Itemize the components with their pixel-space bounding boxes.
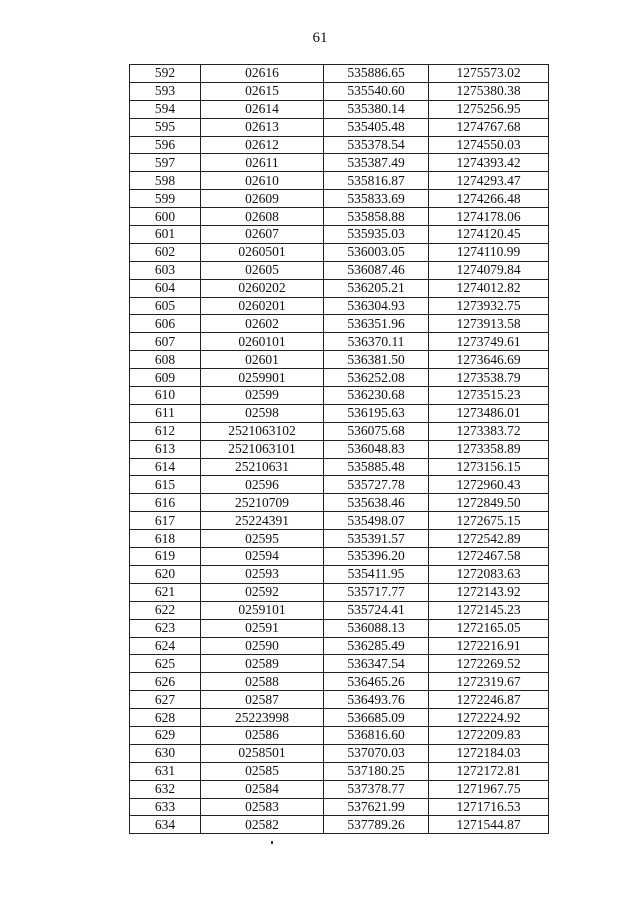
x-coordinate-cell: 536493.76 — [324, 691, 429, 709]
x-coordinate-cell: 536351.96 — [324, 315, 429, 333]
y-coordinate-cell: 1272246.87 — [429, 691, 549, 709]
point-number-cell: 597 — [130, 154, 201, 172]
y-coordinate-cell: 1272467.58 — [429, 548, 549, 566]
point-number-cell: 602 — [130, 243, 201, 261]
point-number-cell: 626 — [130, 673, 201, 691]
y-coordinate-cell: 1274079.84 — [429, 261, 549, 279]
x-coordinate-cell: 536381.50 — [324, 351, 429, 369]
point-number-cell: 624 — [130, 637, 201, 655]
x-coordinate-cell: 536465.26 — [324, 673, 429, 691]
y-coordinate-cell: 1274178.06 — [429, 208, 549, 226]
y-coordinate-cell: 1274012.82 — [429, 279, 549, 297]
point-code-cell: 2521063102 — [201, 422, 324, 440]
table-row — [130, 458, 549, 476]
table-row — [130, 100, 549, 118]
table-row — [130, 82, 549, 100]
point-number-cell: 627 — [130, 691, 201, 709]
table-row — [130, 261, 549, 279]
table-row — [130, 190, 549, 208]
x-coordinate-cell: 535391.57 — [324, 530, 429, 548]
y-coordinate-cell: 1273538.79 — [429, 369, 549, 387]
x-coordinate-cell: 537621.99 — [324, 798, 429, 816]
x-coordinate-cell: 535858.88 — [324, 208, 429, 226]
x-coordinate-cell: 535724.41 — [324, 601, 429, 619]
y-coordinate-cell: 1272143.92 — [429, 583, 549, 601]
page-number: 61 — [312, 30, 328, 46]
point-code-cell: 02613 — [201, 118, 324, 136]
table-row — [130, 404, 549, 422]
point-code-cell: 02614 — [201, 100, 324, 118]
point-number-cell: 594 — [130, 100, 201, 118]
point-code-cell: 0260201 — [201, 297, 324, 315]
point-code-cell: 02602 — [201, 315, 324, 333]
point-number-cell: 632 — [130, 780, 201, 798]
y-coordinate-cell: 1274550.03 — [429, 136, 549, 154]
x-coordinate-cell: 536205.21 — [324, 279, 429, 297]
point-code-cell: 02588 — [201, 673, 324, 691]
point-number-cell: 628 — [130, 709, 201, 727]
x-coordinate-cell: 536285.49 — [324, 637, 429, 655]
point-code-cell: 02594 — [201, 548, 324, 566]
table-row — [130, 548, 549, 566]
point-number-cell: 607 — [130, 333, 201, 351]
y-coordinate-cell: 1272165.05 — [429, 619, 549, 637]
point-code-cell: 0260101 — [201, 333, 324, 351]
point-code-cell: 02596 — [201, 476, 324, 494]
y-coordinate-cell: 1274120.45 — [429, 226, 549, 244]
x-coordinate-cell: 535411.95 — [324, 565, 429, 583]
point-number-cell: 614 — [130, 458, 201, 476]
point-code-cell: 02593 — [201, 565, 324, 583]
point-number-cell: 600 — [130, 208, 201, 226]
point-code-cell: 02590 — [201, 637, 324, 655]
y-coordinate-cell: 1271967.75 — [429, 780, 549, 798]
x-coordinate-cell: 536195.63 — [324, 404, 429, 422]
table-row — [130, 387, 549, 405]
table-row — [130, 798, 549, 816]
y-coordinate-cell: 1274393.42 — [429, 154, 549, 172]
y-coordinate-cell: 1273358.89 — [429, 440, 549, 458]
point-number-cell: 630 — [130, 744, 201, 762]
point-code-cell: 02611 — [201, 154, 324, 172]
y-coordinate-cell: 1273383.72 — [429, 422, 549, 440]
y-coordinate-cell: 1272184.03 — [429, 744, 549, 762]
x-coordinate-cell: 535498.07 — [324, 512, 429, 530]
table-row — [130, 65, 549, 83]
x-coordinate-cell: 536347.54 — [324, 655, 429, 673]
y-coordinate-cell: 1275380.38 — [429, 82, 549, 100]
y-coordinate-cell: 1272216.91 — [429, 637, 549, 655]
y-coordinate-cell: 1272083.63 — [429, 565, 549, 583]
y-coordinate-cell: 1274767.68 — [429, 118, 549, 136]
y-coordinate-cell: 1272209.83 — [429, 726, 549, 744]
x-coordinate-cell: 536003.05 — [324, 243, 429, 261]
table-row — [130, 726, 549, 744]
table-row — [130, 351, 549, 369]
point-number-cell: 629 — [130, 726, 201, 744]
point-number-cell: 615 — [130, 476, 201, 494]
point-code-cell: 0260501 — [201, 243, 324, 261]
table-row — [130, 369, 549, 387]
x-coordinate-cell: 536087.46 — [324, 261, 429, 279]
table-row — [130, 709, 549, 727]
point-code-cell: 02585 — [201, 762, 324, 780]
point-number-cell: 592 — [130, 65, 201, 83]
y-coordinate-cell: 1272319.67 — [429, 673, 549, 691]
point-number-cell: 593 — [130, 82, 201, 100]
point-code-cell: 02592 — [201, 583, 324, 601]
point-code-cell: 0259901 — [201, 369, 324, 387]
point-number-cell: 634 — [130, 816, 201, 834]
point-code-cell: 02589 — [201, 655, 324, 673]
point-number-cell: 598 — [130, 172, 201, 190]
table-row — [130, 118, 549, 136]
y-coordinate-cell: 1274266.48 — [429, 190, 549, 208]
point-code-cell: 02605 — [201, 261, 324, 279]
y-coordinate-cell: 1272172.81 — [429, 762, 549, 780]
point-code-cell: 25224391 — [201, 512, 324, 530]
point-code-cell: 02595 — [201, 530, 324, 548]
x-coordinate-cell: 535387.49 — [324, 154, 429, 172]
point-number-cell: 620 — [130, 565, 201, 583]
y-coordinate-cell: 1272849.50 — [429, 494, 549, 512]
point-code-cell: 02608 — [201, 208, 324, 226]
x-coordinate-cell: 535540.60 — [324, 82, 429, 100]
point-number-cell: 613 — [130, 440, 201, 458]
y-coordinate-cell: 1273913.58 — [429, 315, 549, 333]
x-coordinate-cell: 536816.60 — [324, 726, 429, 744]
point-code-cell: 02601 — [201, 351, 324, 369]
x-coordinate-cell: 535378.54 — [324, 136, 429, 154]
point-code-cell: 2521063101 — [201, 440, 324, 458]
x-coordinate-cell: 535816.87 — [324, 172, 429, 190]
table-row — [130, 673, 549, 691]
table-row — [130, 333, 549, 351]
y-coordinate-cell: 1272542.89 — [429, 530, 549, 548]
table-row — [130, 744, 549, 762]
y-coordinate-cell: 1273932.75 — [429, 297, 549, 315]
table-row — [130, 691, 549, 709]
table-row — [130, 494, 549, 512]
point-code-cell: 0260202 — [201, 279, 324, 297]
point-number-cell: 623 — [130, 619, 201, 637]
table-row — [130, 154, 549, 172]
point-number-cell: 619 — [130, 548, 201, 566]
y-coordinate-cell: 1273486.01 — [429, 404, 549, 422]
point-number-cell: 625 — [130, 655, 201, 673]
y-coordinate-cell: 1271716.53 — [429, 798, 549, 816]
x-coordinate-cell: 536252.08 — [324, 369, 429, 387]
point-number-cell: 616 — [130, 494, 201, 512]
y-coordinate-cell: 1272675.15 — [429, 512, 549, 530]
point-code-cell: 25223998 — [201, 709, 324, 727]
coordinates-table-body — [130, 65, 549, 834]
point-number-cell: 605 — [130, 297, 201, 315]
x-coordinate-cell: 536230.68 — [324, 387, 429, 405]
x-coordinate-cell: 536685.09 — [324, 709, 429, 727]
point-number-cell: 603 — [130, 261, 201, 279]
y-coordinate-cell: 1273749.61 — [429, 333, 549, 351]
point-code-cell: 0258501 — [201, 744, 324, 762]
x-coordinate-cell: 536075.68 — [324, 422, 429, 440]
y-coordinate-cell: 1273646.69 — [429, 351, 549, 369]
y-coordinate-cell: 1274293.47 — [429, 172, 549, 190]
y-coordinate-cell: 1274110.99 — [429, 243, 549, 261]
x-coordinate-cell: 535638.46 — [324, 494, 429, 512]
point-code-cell: 02583 — [201, 798, 324, 816]
table-row — [130, 279, 549, 297]
table-row — [130, 136, 549, 154]
point-number-cell: 612 — [130, 422, 201, 440]
y-coordinate-cell: 1275256.95 — [429, 100, 549, 118]
table-row — [130, 297, 549, 315]
x-coordinate-cell: 536088.13 — [324, 619, 429, 637]
x-coordinate-cell: 536370.11 — [324, 333, 429, 351]
y-coordinate-cell: 1272269.52 — [429, 655, 549, 673]
point-number-cell: 596 — [130, 136, 201, 154]
point-number-cell: 595 — [130, 118, 201, 136]
point-code-cell: 02599 — [201, 387, 324, 405]
point-code-cell: 02615 — [201, 82, 324, 100]
table-row — [130, 226, 549, 244]
table-row — [130, 762, 549, 780]
table-row — [130, 655, 549, 673]
point-code-cell: 25210631 — [201, 458, 324, 476]
y-coordinate-cell: 1273515.23 — [429, 387, 549, 405]
x-coordinate-cell: 535833.69 — [324, 190, 429, 208]
table-row — [130, 512, 549, 530]
y-coordinate-cell: 1275573.02 — [429, 65, 549, 83]
point-number-cell: 610 — [130, 387, 201, 405]
x-coordinate-cell: 537378.77 — [324, 780, 429, 798]
y-coordinate-cell: 1272145.23 — [429, 601, 549, 619]
point-number-cell: 599 — [130, 190, 201, 208]
point-number-cell: 621 — [130, 583, 201, 601]
table-row — [130, 565, 549, 583]
x-coordinate-cell: 536048.83 — [324, 440, 429, 458]
point-code-cell: 02586 — [201, 726, 324, 744]
table-row — [130, 637, 549, 655]
table-row — [130, 172, 549, 190]
point-number-cell: 609 — [130, 369, 201, 387]
x-coordinate-cell: 535885.48 — [324, 458, 429, 476]
point-number-cell: 611 — [130, 404, 201, 422]
table-row — [130, 422, 549, 440]
table-row — [130, 530, 549, 548]
point-code-cell: 02616 — [201, 65, 324, 83]
point-number-cell: 631 — [130, 762, 201, 780]
y-coordinate-cell: 1272960.43 — [429, 476, 549, 494]
x-coordinate-cell: 535935.03 — [324, 226, 429, 244]
table-row — [130, 208, 549, 226]
x-coordinate-cell: 537789.26 — [324, 816, 429, 834]
point-number-cell: 601 — [130, 226, 201, 244]
point-number-cell: 608 — [130, 351, 201, 369]
y-coordinate-cell: 1271544.87 — [429, 816, 549, 834]
table-row — [130, 583, 549, 601]
table-row — [130, 816, 549, 834]
point-code-cell: 02607 — [201, 226, 324, 244]
point-code-cell: 02582 — [201, 816, 324, 834]
point-code-cell: 02598 — [201, 404, 324, 422]
x-coordinate-cell: 535886.65 — [324, 65, 429, 83]
table-row — [130, 619, 549, 637]
y-coordinate-cell: 1273156.15 — [429, 458, 549, 476]
point-number-cell: 633 — [130, 798, 201, 816]
point-code-cell: 02591 — [201, 619, 324, 637]
x-coordinate-cell: 535727.78 — [324, 476, 429, 494]
table-row — [130, 440, 549, 458]
point-code-cell: 02609 — [201, 190, 324, 208]
x-coordinate-cell: 537070.03 — [324, 744, 429, 762]
point-number-cell: 606 — [130, 315, 201, 333]
x-coordinate-cell: 535405.48 — [324, 118, 429, 136]
x-coordinate-cell: 535396.20 — [324, 548, 429, 566]
point-code-cell: 02587 — [201, 691, 324, 709]
table-row — [130, 315, 549, 333]
table-row — [130, 476, 549, 494]
point-code-cell: 02584 — [201, 780, 324, 798]
table-row — [130, 780, 549, 798]
point-number-cell: 604 — [130, 279, 201, 297]
point-number-cell: 617 — [130, 512, 201, 530]
point-number-cell: 618 — [130, 530, 201, 548]
point-code-cell: 25210709 — [201, 494, 324, 512]
x-coordinate-cell: 535380.14 — [324, 100, 429, 118]
coordinates-table — [129, 64, 549, 834]
point-code-cell: 02610 — [201, 172, 324, 190]
table-row — [130, 243, 549, 261]
point-number-cell: 622 — [130, 601, 201, 619]
y-coordinate-cell: 1272224.92 — [429, 709, 549, 727]
table-row — [130, 601, 549, 619]
scan-mark — [271, 841, 273, 844]
x-coordinate-cell: 535717.77 — [324, 583, 429, 601]
point-code-cell: 02612 — [201, 136, 324, 154]
point-code-cell: 0259101 — [201, 601, 324, 619]
x-coordinate-cell: 537180.25 — [324, 762, 429, 780]
x-coordinate-cell: 536304.93 — [324, 297, 429, 315]
